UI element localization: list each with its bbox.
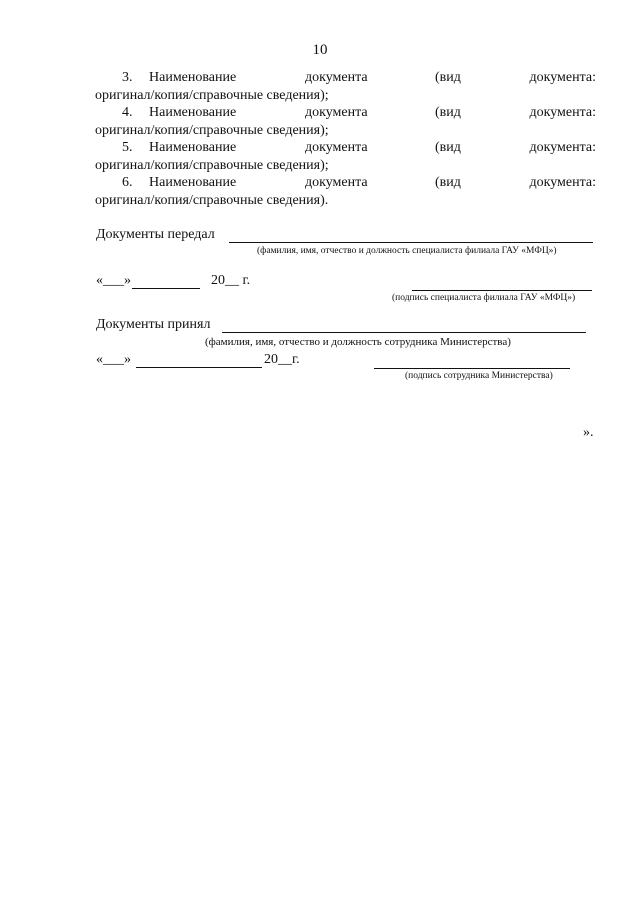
- transfer-label: Документы передал: [96, 227, 215, 242]
- item-document-word-2: документа:: [529, 140, 596, 155]
- page-number: 10: [312, 42, 328, 58]
- item-number: 5.: [122, 140, 133, 155]
- item-document-word-2: документа:: [529, 175, 596, 190]
- item-document-word: документа: [305, 175, 368, 190]
- item-document-word: документа: [305, 140, 368, 155]
- transfer-date-day: «___»: [96, 273, 131, 288]
- item-number: 3.: [122, 70, 133, 85]
- receive-signature-line: [374, 368, 570, 369]
- item-name-word: Наименование: [149, 105, 237, 120]
- receive-name-hint: (фамилия, имя, отчество и должность сотрудника Министерства): [205, 336, 511, 348]
- transfer-name-line: [229, 242, 593, 243]
- item-type-word: (вид: [435, 105, 461, 120]
- receive-date-year: 20__г.: [264, 352, 300, 367]
- item-type-word: (вид: [435, 175, 461, 190]
- receive-date-month-line: [136, 367, 262, 368]
- item-number: 6.: [122, 175, 133, 190]
- transfer-signature-line: [412, 290, 592, 291]
- item-name-word: Наименование: [149, 140, 237, 155]
- item-continuation: оригинал/копия/справочные сведения);: [95, 158, 329, 173]
- item-type-word: (вид: [435, 70, 461, 85]
- receive-name-line: [222, 332, 586, 333]
- transfer-signature-hint: (подпись специалиста филиала ГАУ «МФЦ»): [392, 293, 576, 303]
- item-name-word: Наименование: [149, 70, 237, 85]
- item-document-word-2: документа:: [529, 105, 596, 120]
- item-document-word: документа: [305, 70, 368, 85]
- item-name-word: Наименование: [149, 175, 237, 190]
- receive-signature-hint: (подпись сотрудника Министерства): [405, 371, 553, 381]
- item-continuation: оригинал/копия/справочные сведения).: [95, 193, 329, 208]
- transfer-name-hint: (фамилия, имя, отчество и должность специалиста филиала ГАУ «МФЦ»): [257, 246, 557, 256]
- item-number: 4.: [122, 105, 133, 120]
- item-document-word: документа: [305, 105, 368, 120]
- item-document-word-2: документа:: [529, 70, 596, 85]
- item-continuation: оригинал/копия/справочные сведения);: [95, 88, 329, 103]
- receive-label: Документы принял: [96, 317, 211, 332]
- transfer-date-year: 20__ г.: [211, 273, 251, 288]
- item-type-word: (вид: [435, 140, 461, 155]
- receive-date-day: «___»: [96, 352, 131, 367]
- closing-quote: ».: [583, 425, 594, 440]
- item-continuation: оригинал/копия/справочные сведения);: [95, 123, 329, 138]
- transfer-date-month-line: [132, 288, 200, 289]
